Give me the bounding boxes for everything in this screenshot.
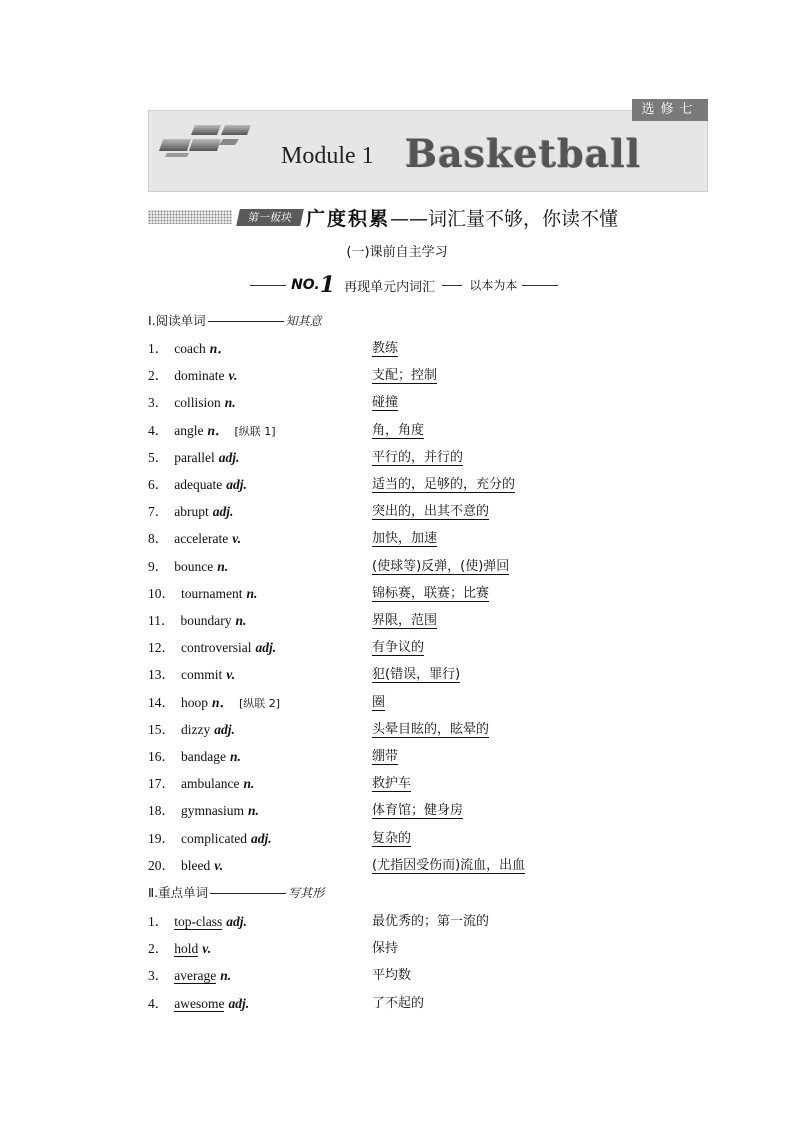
vocab-term: [148, 992, 249, 1012]
no-label: NO.: [291, 277, 320, 293]
vocab-term: [148, 527, 241, 547]
item-number: 18．: [148, 803, 175, 819]
section-header: [148, 204, 708, 230]
item-number: 13．: [148, 667, 175, 683]
vocab-row: [148, 419, 708, 441]
part-of-speech: adj.: [218, 449, 240, 465]
item-number: 17．: [148, 776, 175, 792]
section-title-main: 广度积累: [306, 208, 391, 230]
chinese-meaning: 绷带: [372, 745, 398, 765]
part-of-speech: n．: [209, 341, 231, 356]
item-number: 3．: [148, 395, 169, 411]
part2-note: 写其形: [288, 886, 325, 900]
item-number: 15．: [148, 721, 175, 737]
english-word: tournament: [181, 585, 243, 601]
vocab-row: [148, 772, 708, 794]
vocab-row: [148, 827, 708, 849]
chinese-meaning: 有争议的: [372, 636, 424, 656]
vocab-term: [148, 636, 276, 656]
item-number: 2．: [148, 368, 169, 384]
vocab-term: [148, 854, 223, 874]
chinese-meaning: 角，角度: [372, 419, 424, 439]
dotted-decoration: [148, 210, 232, 224]
vocab-term: [148, 500, 233, 520]
part2-heading: [148, 883, 324, 901]
part2-heading-text: Ⅱ.重点单词: [148, 885, 209, 900]
vocab-term: [148, 555, 228, 575]
chinese-meaning: 复杂的: [372, 827, 411, 847]
english-word: coach: [174, 341, 206, 356]
vocab-row: [148, 854, 708, 876]
vocab-row: [148, 337, 708, 359]
chinese-meaning: 最优秀的；第一流的: [372, 914, 490, 929]
no-title: 再现单元内词汇: [344, 279, 436, 295]
item-number: 16．: [148, 749, 175, 764]
cross-reference-note: [纵联 1]: [234, 424, 276, 438]
vocab-row: [148, 527, 708, 549]
vocab-term: [148, 910, 247, 930]
item-number: 3．: [148, 968, 169, 984]
module-banner: [148, 102, 708, 192]
vocab-row: [148, 636, 708, 658]
vocab-term: [148, 446, 239, 466]
chinese-meaning: 圈: [372, 691, 385, 711]
item-number: 7．: [148, 504, 169, 520]
vocab-row: [148, 364, 708, 386]
vocab-term: [148, 337, 231, 357]
item-number: 6．: [148, 477, 169, 492]
elective-tag: 选修七: [632, 99, 708, 121]
vocab-term: [148, 799, 259, 819]
part-of-speech: adj.: [250, 830, 272, 846]
chinese-meaning: 平行的，并行的: [372, 446, 463, 466]
vocab-term: [148, 937, 211, 957]
english-word: controversial: [181, 640, 252, 656]
english-word: accelerate: [174, 531, 229, 547]
rule-mid: [442, 285, 462, 286]
item-number: 4．: [148, 995, 169, 1011]
english-word: commit: [181, 667, 223, 683]
english-word: gymnasium: [181, 803, 244, 819]
vocab-row: [148, 609, 708, 631]
english-word: awesome: [174, 995, 225, 1011]
part-of-speech: n.: [246, 585, 258, 601]
part-of-speech: n.: [224, 395, 236, 411]
part-of-speech: v.: [202, 941, 212, 957]
vocab-term: [148, 391, 236, 411]
chinese-meaning: 犯(错误，罪行): [372, 663, 460, 683]
vocab-row: [148, 691, 708, 713]
english-word: bounce: [174, 558, 214, 574]
item-number: 11．: [148, 613, 175, 628]
item-number: 14．: [148, 694, 175, 710]
english-word: hoop: [181, 694, 208, 710]
vocab-term: [148, 419, 276, 439]
vocab-term: [148, 663, 235, 683]
part-of-speech: n.: [217, 558, 229, 574]
item-number: 2．: [148, 941, 169, 957]
vocab-term: [148, 582, 257, 602]
english-word: bleed: [181, 857, 211, 873]
vocab-row: [148, 663, 708, 685]
cross-reference-note: [纵联 2]: [239, 696, 281, 710]
chinese-meaning: 平均数: [372, 968, 412, 984]
chinese-meaning: 了不起的: [372, 995, 425, 1011]
part1-note: 知其意: [285, 314, 322, 328]
english-word: top-class: [174, 914, 223, 929]
chinese-meaning: (使球等)反弹，(使)弹回: [372, 555, 509, 575]
module-title: Basketball: [405, 131, 642, 176]
vocab-row: [148, 799, 708, 821]
rule-right: [522, 285, 558, 286]
part-of-speech: adj.: [255, 640, 277, 656]
item-number: 20．: [148, 857, 175, 873]
chinese-meaning: 加快，加速: [372, 527, 437, 547]
no-number: 1: [319, 272, 336, 298]
chinese-meaning: 救护车: [372, 772, 411, 792]
english-word: bandage: [181, 749, 226, 764]
vocab-term: [148, 364, 237, 384]
vocab-row: [148, 446, 708, 468]
part-of-speech: adj.: [226, 914, 247, 929]
part-of-speech: adj.: [214, 721, 235, 737]
english-word: hold: [174, 941, 199, 957]
part-of-speech: n.: [220, 968, 232, 984]
section-title: [306, 204, 618, 231]
item-number: 1．: [148, 341, 169, 356]
chinese-meaning: 保持: [372, 941, 399, 957]
english-word: adequate: [174, 477, 223, 492]
vocab-row: [148, 391, 708, 413]
part-of-speech: n.: [248, 803, 259, 819]
chinese-meaning: 突出的，出其不意的: [372, 500, 489, 520]
vocab-row: [148, 964, 708, 986]
part-of-speech: v.: [232, 531, 242, 547]
item-number: 4．: [148, 422, 169, 438]
vocab-row: [148, 745, 708, 767]
no-heading: [250, 272, 570, 296]
module-label: Module 1: [281, 143, 374, 169]
english-word: average: [174, 968, 217, 984]
vocab-term: [148, 473, 247, 493]
english-word: boundary: [180, 613, 232, 628]
section-subtitle: (一)课前自主学习: [346, 245, 448, 260]
part-of-speech: adj.: [228, 995, 250, 1011]
english-word: parallel: [174, 449, 215, 465]
vocab-term: [148, 718, 235, 738]
chinese-meaning: 碰撞: [372, 391, 398, 411]
section-title-sub: ——词汇量不够，你读不懂: [390, 208, 619, 230]
vocab-term: [148, 772, 254, 792]
vocab-row: [148, 718, 708, 740]
english-word: dominate: [174, 368, 225, 384]
english-word: ambulance: [181, 776, 240, 792]
vocab-row: [148, 555, 708, 577]
part-of-speech: adj.: [212, 504, 234, 520]
chinese-meaning: 教练: [372, 337, 398, 357]
part-of-speech: v.: [228, 368, 238, 384]
item-number: 5．: [148, 449, 169, 465]
part-of-speech: n．: [207, 422, 229, 438]
vocab-term: [148, 964, 231, 984]
chinese-meaning: 锦标赛，联赛；比赛: [372, 582, 489, 602]
english-word: dizzy: [181, 721, 211, 737]
item-number: 10．: [148, 585, 175, 601]
vocab-row: [148, 910, 708, 932]
chinese-meaning: 适当的，足够的，充分的: [372, 473, 515, 493]
vocab-row: [148, 500, 708, 522]
chinese-meaning: (尤指因受伤而)流血，出血: [372, 854, 525, 874]
item-number: 1．: [148, 914, 169, 929]
part-of-speech: n.: [235, 613, 247, 628]
part-of-speech: adj.: [226, 477, 247, 492]
part1-heading: [148, 311, 322, 329]
block-badge: 第一板块: [236, 209, 304, 226]
part-of-speech: v.: [226, 667, 236, 683]
chinese-meaning: 体育馆；健身房: [372, 799, 463, 819]
english-word: abrupt: [174, 504, 209, 520]
rule-left: [250, 285, 286, 286]
vocab-term: [148, 691, 280, 711]
no-tail: 以本为本: [469, 278, 518, 293]
item-number: 9．: [148, 558, 169, 574]
part-of-speech: n．: [212, 694, 234, 710]
vocab-row: [148, 582, 708, 604]
chinese-meaning: 界限，范围: [372, 609, 437, 629]
english-word: complicated: [181, 830, 247, 846]
english-word: angle: [174, 422, 204, 438]
vocab-term: [148, 609, 246, 629]
vocab-row: [148, 937, 708, 959]
vocab-row: [148, 992, 708, 1014]
part-of-speech: n.: [243, 776, 255, 792]
english-word: collision: [174, 395, 221, 411]
part1-heading-text: Ⅰ.阅读单词: [148, 313, 206, 328]
vocab-term: [148, 745, 241, 765]
banner-photos-icon: [159, 123, 259, 163]
vocab-term: [148, 827, 272, 847]
item-number: 8．: [148, 531, 169, 547]
vocab-row: [148, 473, 708, 495]
part-of-speech: v.: [214, 857, 224, 873]
item-number: 12．: [148, 640, 175, 656]
item-number: 19．: [148, 830, 175, 846]
chinese-meaning: 头晕目眩的，眩晕的: [372, 718, 489, 738]
part-of-speech: n.: [229, 749, 241, 764]
chinese-meaning: 支配；控制: [372, 364, 437, 384]
